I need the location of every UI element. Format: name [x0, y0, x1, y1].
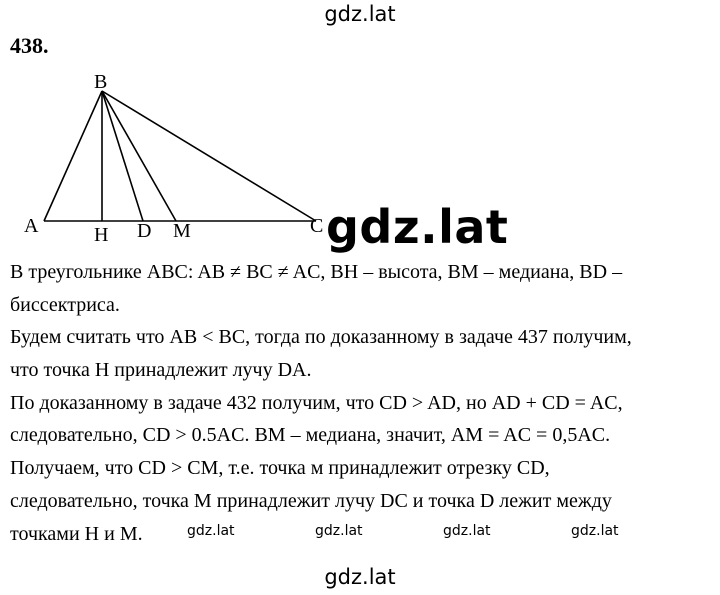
solution-line: Получаем, что CD > CM, т.е. точка м принадлежит отрезку CD, [10, 457, 550, 480]
label-h: H [94, 224, 109, 246]
watermark-top: gdz.lat [324, 2, 396, 26]
watermark-small: gdz.lat [571, 523, 619, 539]
solution-text [10, 256, 715, 550]
watermark-small: gdz.lat [443, 523, 491, 539]
segment-bm-median [102, 91, 176, 221]
segment-ab [44, 91, 102, 221]
solution-line: биссектриса. [10, 293, 120, 316]
label-c: C [310, 215, 324, 237]
watermark-bottom: gdz.lat [324, 565, 396, 589]
segment-bc [102, 91, 316, 221]
label-a: A [24, 215, 39, 237]
solution-line: В треугольнике ABC: AB ≠ BC ≠ AC, BH – высота, BM – медиана, BD – [10, 261, 623, 283]
problem-number: 438. [10, 33, 49, 58]
solution-line: что точка H принадлежит лучу DA. [10, 359, 312, 382]
solution-line: следовательно, точка M принадлежит лучу DC и точка D лежит между [10, 489, 612, 512]
solution-line: точками H и M. [10, 522, 143, 545]
label-d: D [137, 220, 152, 242]
watermark-center: gdz.lat [326, 200, 509, 254]
solution-line: следовательно, CD > 0.5AC. BM – медиана, значит, AM = AC = 0,5AC. [10, 424, 611, 447]
segment-bd-bisector [102, 91, 143, 221]
label-m: M [173, 220, 191, 242]
watermark-small: gdz.lat [315, 523, 363, 539]
figure-lines [44, 91, 316, 221]
solution-line: По доказанному в задаче 432 получим, что CD > AD, но AD + CD = AC, [10, 391, 623, 414]
watermark-small: gdz.lat [187, 523, 235, 539]
label-b: B [94, 71, 108, 93]
solution-line: Будем считать что AB < BC, тогда по доказанному в задаче 437 получим, [10, 326, 632, 349]
